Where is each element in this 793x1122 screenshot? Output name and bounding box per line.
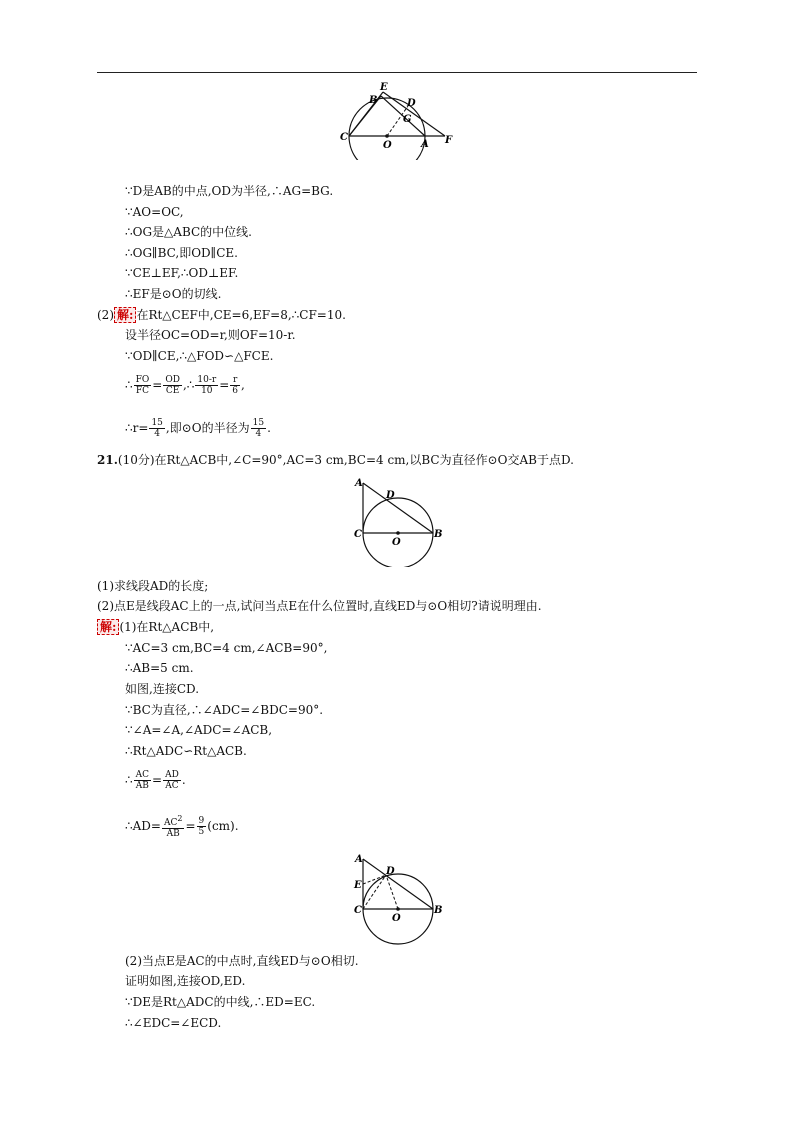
part2-line-2: 设半径OC=OD=r,则OF=10-r. [125, 328, 296, 342]
header-rule [97, 72, 697, 73]
label-A: A [355, 478, 363, 489]
r-equals: ∴r= [125, 421, 149, 435]
question-number: 21. [97, 453, 118, 467]
radius-text: ,即⊙O的半径为 [165, 421, 250, 435]
label-B: B [369, 95, 378, 106]
unit: (cm). [207, 819, 239, 833]
proof-line-5: ∵CE⊥EF,∴OD⊥EF. [125, 266, 239, 280]
solution-line-9 [125, 813, 239, 839]
equals: = [152, 378, 163, 392]
proof-line-6: ∴EF是⊙O的切线. [125, 287, 222, 301]
figure-solution [350, 848, 450, 946]
figure-circle-tangent [335, 78, 460, 160]
label-C: C [354, 905, 362, 916]
label-B: B [434, 529, 443, 540]
solution-line-1 [97, 619, 214, 635]
period: . [267, 421, 271, 435]
equals: = [152, 773, 163, 787]
label-D: D [407, 98, 416, 109]
proof-line-1: ∵D是AB的中点,OD为半径,∴AG=BG. [125, 184, 334, 198]
figure-q21 [350, 472, 450, 567]
proof2-line-3: ∵DE是Rt△ADC的中线,∴ED=EC. [125, 995, 316, 1009]
fraction-ad-ac: $\frac{AD}{AC}$ [165, 770, 179, 791]
fraction-9-5: $\frac{9}{5}$ [198, 816, 205, 837]
solution-tag: 解: [97, 619, 119, 635]
part2-line-3: ∵OD∥CE,∴△FOD∽△FCE. [125, 349, 274, 363]
separator: ,∴ [182, 378, 195, 392]
solution-line-3: ∴AB=5 cm. [125, 661, 194, 675]
proof2-line-4: ∴∠EDC=∠ECD. [125, 1016, 222, 1030]
fraction-ac2-ab: $\frac{AC2}{AB}$ [163, 814, 183, 839]
fraction-15-4-b: $\frac{15}{4}$ [252, 418, 265, 439]
label-B: B [434, 905, 443, 916]
label-C: C [354, 529, 362, 540]
solution-line-8 [125, 768, 186, 792]
sub-question-2: (2)点E是线段AC上的一点,试问当点E在什么位置时,直线ED与⊙O相切?请说明理由. [97, 599, 542, 613]
period: . [181, 773, 186, 787]
label-G: G [403, 114, 412, 125]
label-A: A [355, 854, 363, 865]
ad-equals: ∴AD= [125, 819, 161, 833]
fraction-r-6: $\frac{r}{6}$ [232, 375, 238, 396]
question-21 [97, 452, 574, 468]
part2-line-4 [125, 373, 245, 397]
equals: = [219, 378, 230, 392]
solution-line-5: ∵BC为直径,∴∠ADC=∠BDC=90°. [125, 703, 324, 717]
label-E: E [380, 82, 388, 93]
label-E: E [354, 880, 362, 891]
label-O: O [392, 913, 401, 924]
part2-text-1: 在Rt△CEF中,CE=6,EF=8,∴CF=10. [136, 308, 346, 322]
equals: = [185, 819, 196, 833]
solution-line-7: ∴Rt△ADC∽Rt△ACB. [125, 744, 247, 758]
question-text: (10分)在Rt△ACB中,∠C=90°,AC=3 cm,BC=4 cm,以BC为直径作⊙O交AB于点D. [117, 453, 574, 467]
label-F: F [445, 135, 453, 146]
solution-line-6: ∵∠A=∠A,∠ADC=∠ACB, [125, 723, 273, 737]
comma: , [240, 378, 245, 392]
solution-line-2: ∵AC=3 cm,BC=4 cm,∠ACB=90°, [125, 641, 328, 655]
part2-line-5 [125, 416, 271, 440]
label-O: O [392, 537, 401, 548]
sub-question-1: (1)求线段AD的长度; [97, 579, 209, 593]
fraction-15-4: $\frac{15}{4}$ [151, 418, 163, 439]
fraction-od-ce: $\frac{OD}{CE}$ [165, 375, 180, 396]
label-O: O [383, 140, 392, 151]
proof-line-4: ∴OG∥BC,即OD∥CE. [125, 246, 238, 260]
proof2-line-1: (2)当点E是AC的中点时,直线ED与⊙O相切. [125, 954, 359, 968]
fraction-10-r-10: $\frac{10-r}{10}$ [197, 375, 217, 396]
fraction-ac-ab: $\frac{AC}{AB}$ [135, 770, 150, 791]
label-D: D [386, 866, 395, 877]
label-C: C [340, 132, 348, 143]
proof2-line-2: 证明如图,连接OD,ED. [125, 974, 246, 988]
fraction-fo-fc: $\frac{FO}{FC}$ [135, 375, 150, 396]
therefore: ∴ [125, 773, 133, 787]
part2-prefix: (2) [97, 308, 114, 322]
solution-text-1: (1)在Rt△ACB中, [119, 620, 215, 634]
solution-line-4: 如图,连接CD. [125, 682, 200, 696]
part2-line-1 [97, 307, 346, 323]
proof-line-3: ∴OG是△ABC的中位线. [125, 225, 252, 239]
therefore: ∴ [125, 378, 133, 392]
label-A: A [421, 139, 429, 150]
proof-line-2: ∵AO=OC, [125, 205, 184, 219]
label-D: D [386, 490, 395, 501]
solution-tag: 解: [114, 307, 136, 323]
